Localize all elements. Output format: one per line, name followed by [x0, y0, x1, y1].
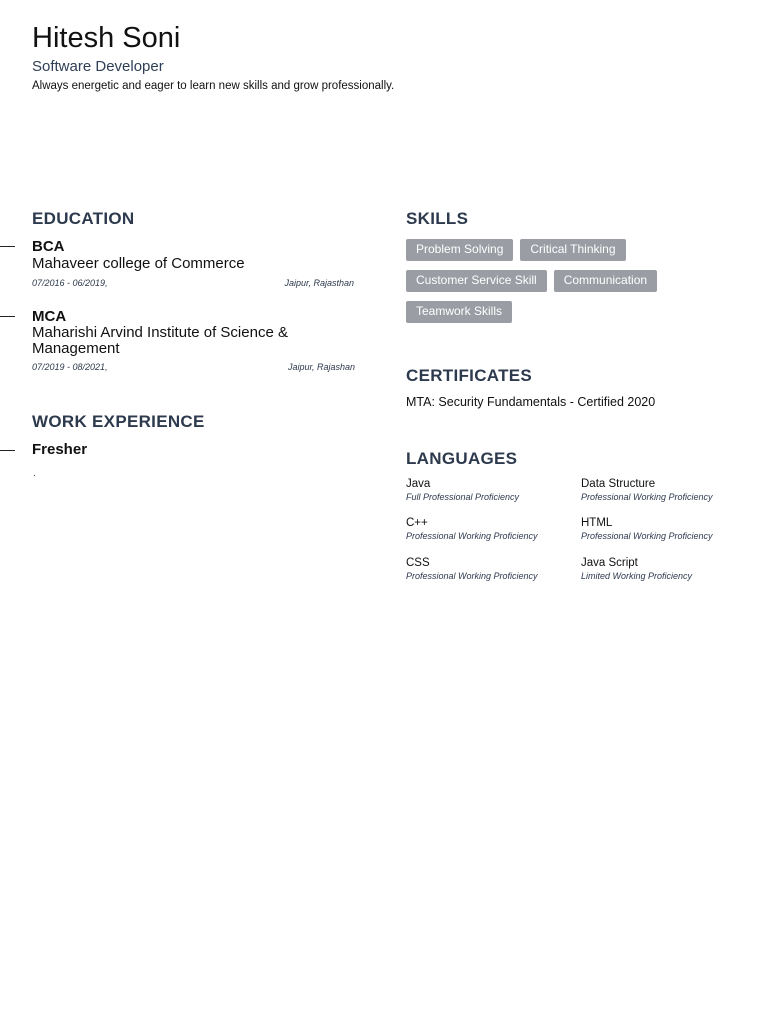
language-item — [581, 556, 692, 582]
timeline-dash — [0, 450, 15, 451]
language-level: Professional Working Proficiency — [581, 492, 713, 502]
work-role: Fresher — [32, 441, 88, 458]
language-item — [406, 477, 519, 503]
language-item — [581, 477, 713, 503]
language-name: CSS — [406, 557, 430, 569]
skill-tag: Critical Thinking — [520, 239, 625, 261]
education-meta — [32, 278, 354, 288]
language-item — [406, 516, 538, 542]
education-dates: 07/2019 - 08/2021, — [32, 362, 108, 372]
education-dates: 07/2016 - 06/2019, — [32, 278, 108, 288]
skill-tag: Problem Solving — [406, 239, 513, 261]
certificate-item: MTA: Security Fundamentals - Certified 2020 — [406, 395, 656, 409]
skills-list — [406, 239, 746, 332]
skills-heading: SKILLS — [406, 209, 469, 228]
education-meta — [32, 362, 355, 372]
language-name: Java — [406, 478, 431, 490]
education-institution: Maharishi Arvind Institute of Science & Management — [32, 324, 288, 357]
language-level: Limited Working Proficiency — [581, 571, 693, 581]
work-experience-heading: WORK EXPERIENCE — [32, 412, 205, 431]
timeline-dash — [0, 316, 15, 317]
language-level: Professional Working Proficiency — [406, 571, 538, 581]
skill-tag: Teamwork Skills — [406, 301, 512, 323]
education-heading: EDUCATION — [32, 209, 135, 228]
timeline-dash — [0, 246, 15, 247]
language-level: Professional Working Proficiency — [581, 531, 713, 541]
resume-summary: Always energetic and eager to learn new skills and grow professionally. — [32, 80, 395, 92]
work-note: . — [33, 468, 36, 479]
language-name: Data Structure — [581, 478, 656, 490]
education-degree: BCA — [32, 238, 65, 255]
resume-role: Software Developer — [32, 58, 164, 75]
language-name: C++ — [406, 517, 428, 529]
skill-tag: Communication — [554, 270, 657, 292]
language-item — [406, 556, 538, 582]
language-level: Professional Working Proficiency — [406, 531, 538, 541]
education-location: Jaipur, Rajasthan — [284, 278, 354, 288]
education-degree: MCA — [32, 308, 67, 325]
education-institution: Mahaveer college of Commerce — [32, 255, 245, 272]
certificates-heading: CERTIFICATES — [406, 366, 533, 385]
language-level: Full Professional Proficiency — [406, 492, 520, 502]
resume-name: Hitesh Soni — [32, 22, 181, 54]
skill-tag: Customer Service Skill — [406, 270, 547, 292]
language-item — [581, 516, 713, 542]
education-location: Jaipur, Rajashan — [287, 362, 355, 372]
language-name: Java Script — [581, 557, 638, 569]
language-name: HTML — [581, 517, 613, 529]
languages-heading: LANGUAGES — [406, 449, 518, 468]
